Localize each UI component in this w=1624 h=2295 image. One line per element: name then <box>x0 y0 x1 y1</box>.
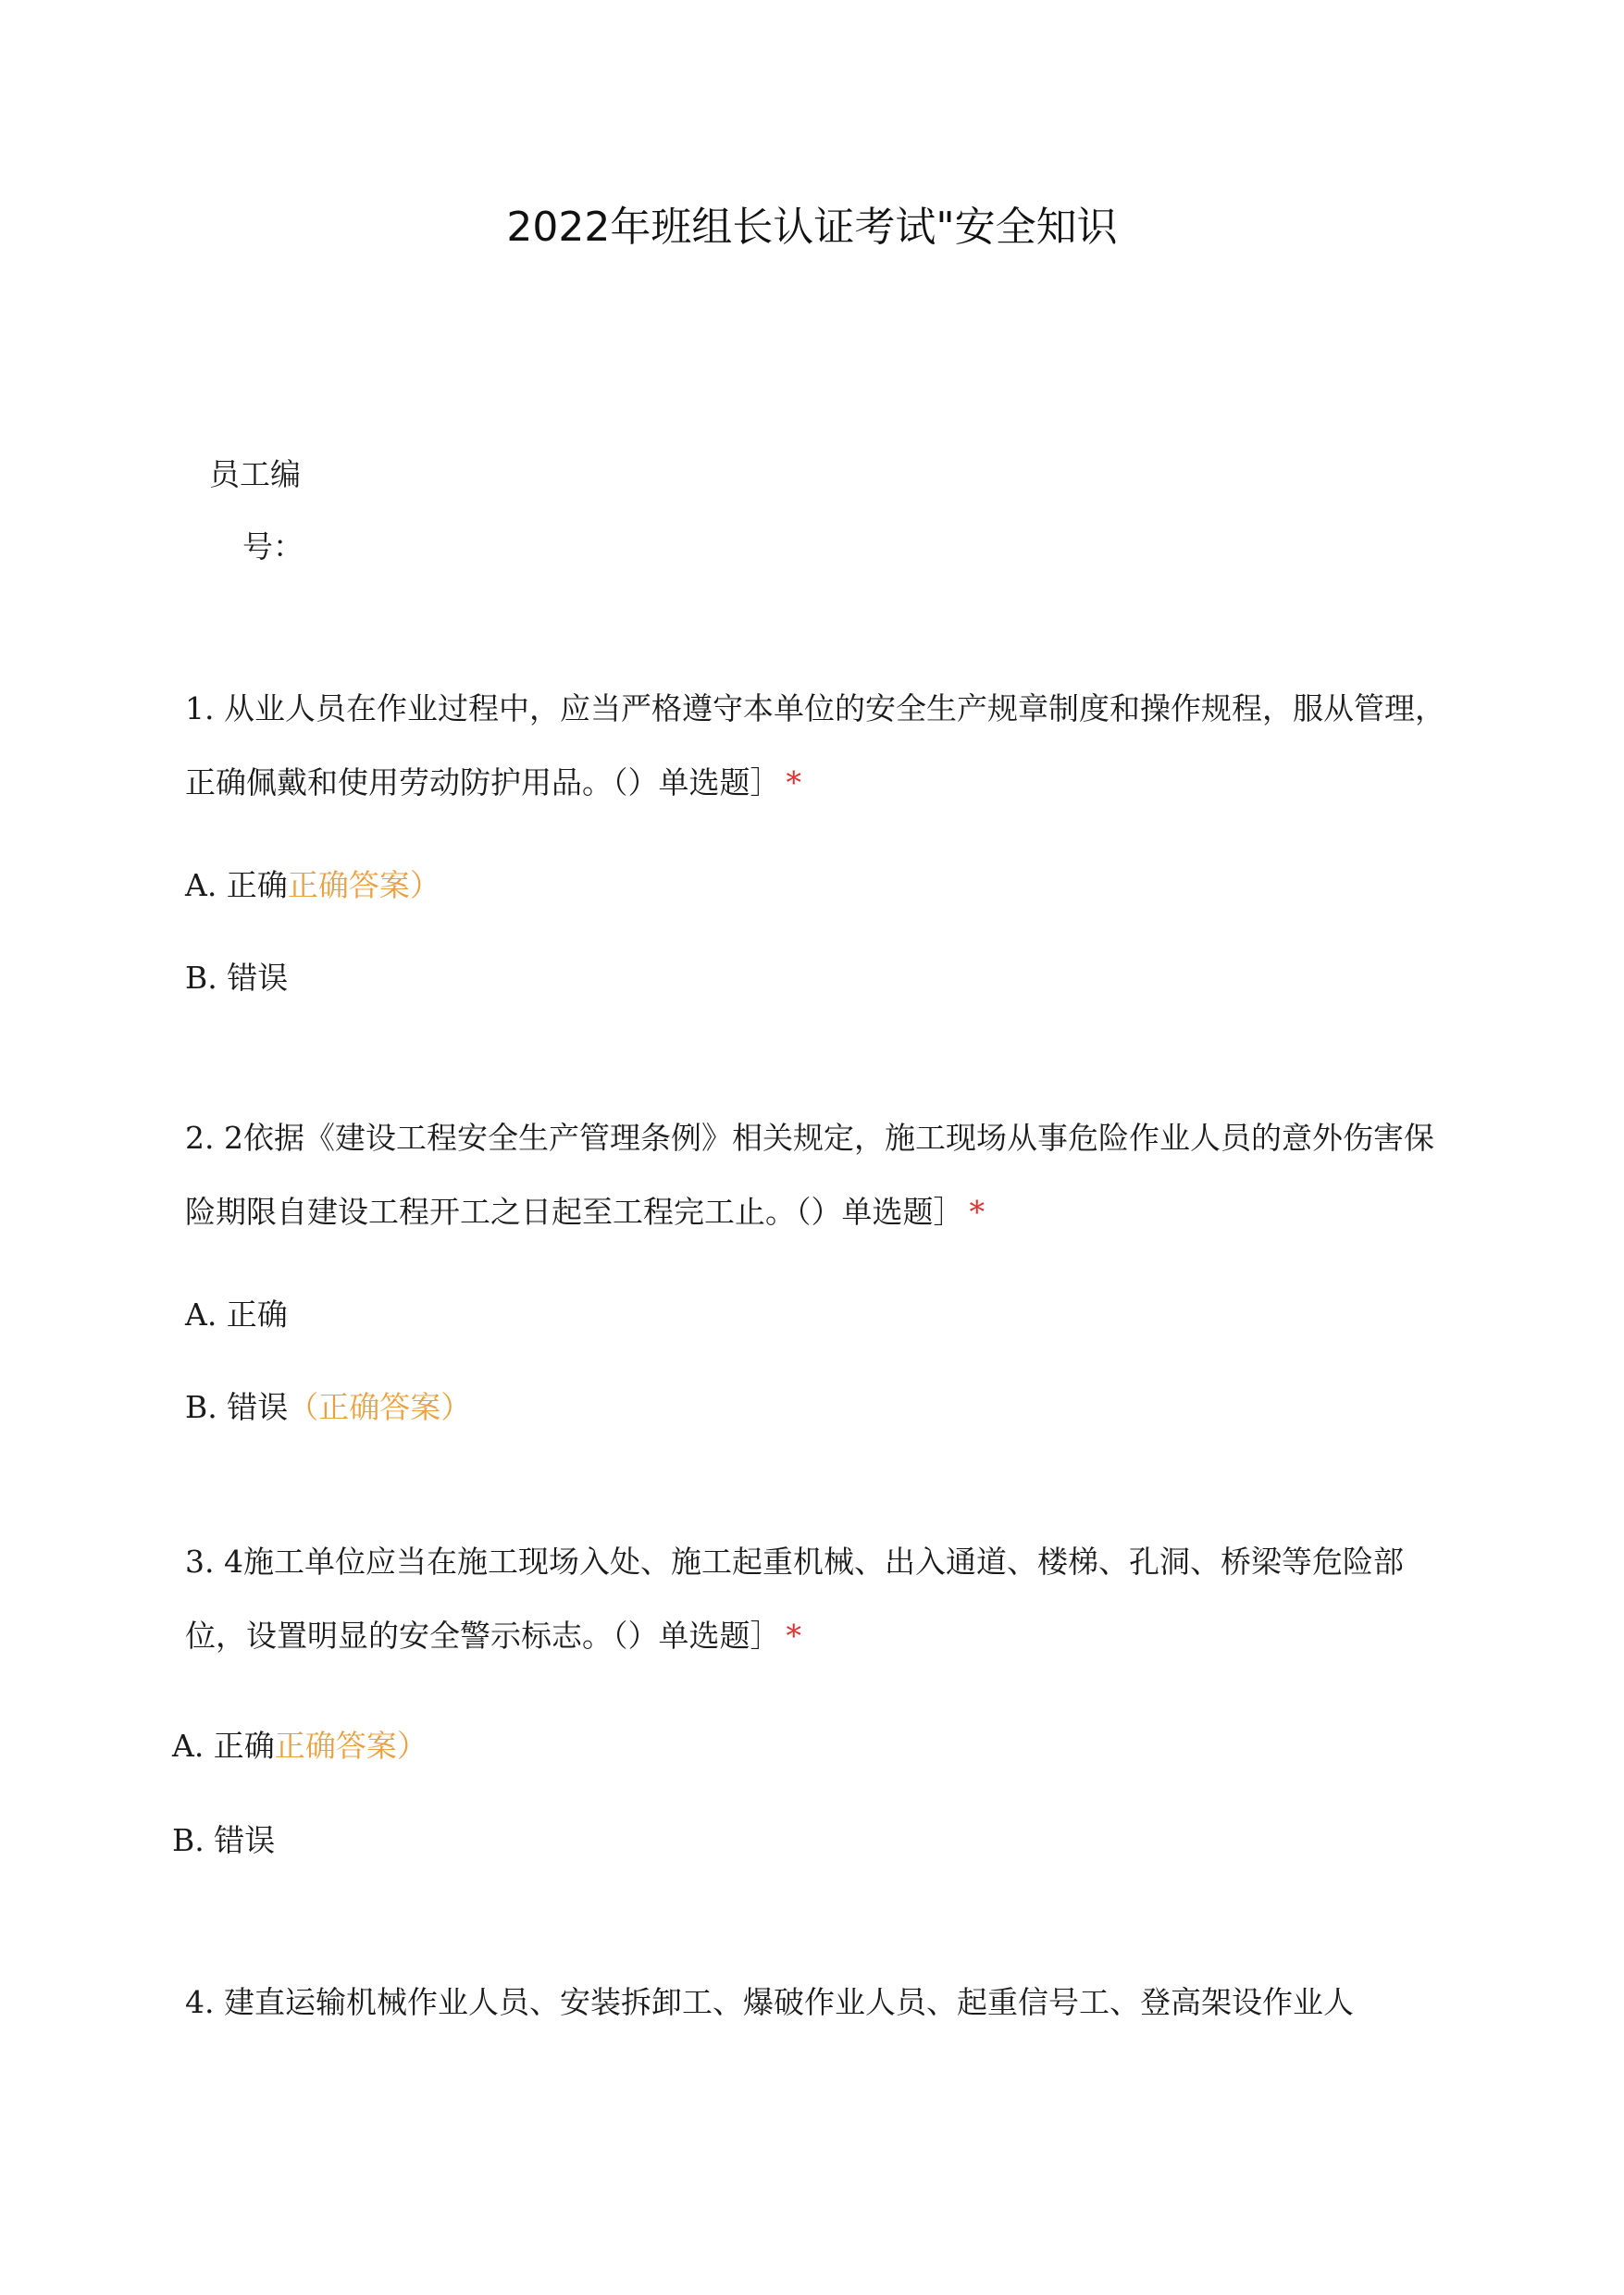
question-4 <box>185 1966 1462 2040</box>
question-2 <box>185 1101 1462 1249</box>
question-3-text: 3. 4施工单位应当在施工现场入处、施工起重机械、出入通道、楼梯、孔洞、桥梁等危险部位，设置明显的安全警示标志。（）单选题］ <box>185 1544 1404 1654</box>
employee-id-label: 员工编 <box>209 456 301 492</box>
question-1 <box>185 672 1462 820</box>
option-label: A. 正确 <box>185 1296 288 1333</box>
question-3-option-b[interactable] <box>172 1817 275 1864</box>
required-mark: * <box>969 1194 985 1230</box>
option-label: A. 正确 <box>185 867 288 903</box>
correct-answer-note: 正确答案） <box>274 1728 428 1764</box>
option-label: B. 错误 <box>185 960 289 996</box>
required-mark: * <box>786 764 801 800</box>
question-4-text: 4. 建直运输机械作业人员、安装拆卸工、爆破作业人员、起重信号工、登高架设作业人 <box>185 1984 1354 2020</box>
document-title: 2022年班组长认证考试"安全知识 <box>506 204 1118 251</box>
option-label: B. 错误 <box>185 1389 289 1425</box>
employee-id-label-cont: 号： <box>242 528 304 564</box>
correct-answer-note: 正确答案） <box>287 867 440 903</box>
correct-answer-note: （正确答案） <box>288 1389 472 1425</box>
question-3 <box>185 1525 1462 1673</box>
question-2-text: 2. 2依据《建设工程安全生产管理条例》相关规定，施工现场从事危险作业人员的意外伤害保险期限自建设工程开工之日起至工程完工止。（）单选题］ <box>185 1120 1434 1230</box>
required-mark: * <box>786 1618 801 1654</box>
question-2-option-b[interactable] <box>185 1384 471 1431</box>
question-1-option-b[interactable] <box>185 955 288 1001</box>
question-2-option-a[interactable] <box>185 1292 288 1338</box>
option-label: A. 正确 <box>172 1728 275 1764</box>
option-label: B. 错误 <box>172 1822 276 1858</box>
question-1-text: 1. 从业人员在作业过程中，应当严格遵守本单位的安全生产规章制度和操作规程，服从管理，正确佩戴和使用劳动防护用品。（）单选题］ <box>185 690 1445 800</box>
question-1-option-a[interactable] <box>185 862 440 909</box>
question-3-option-a[interactable] <box>172 1723 428 1769</box>
